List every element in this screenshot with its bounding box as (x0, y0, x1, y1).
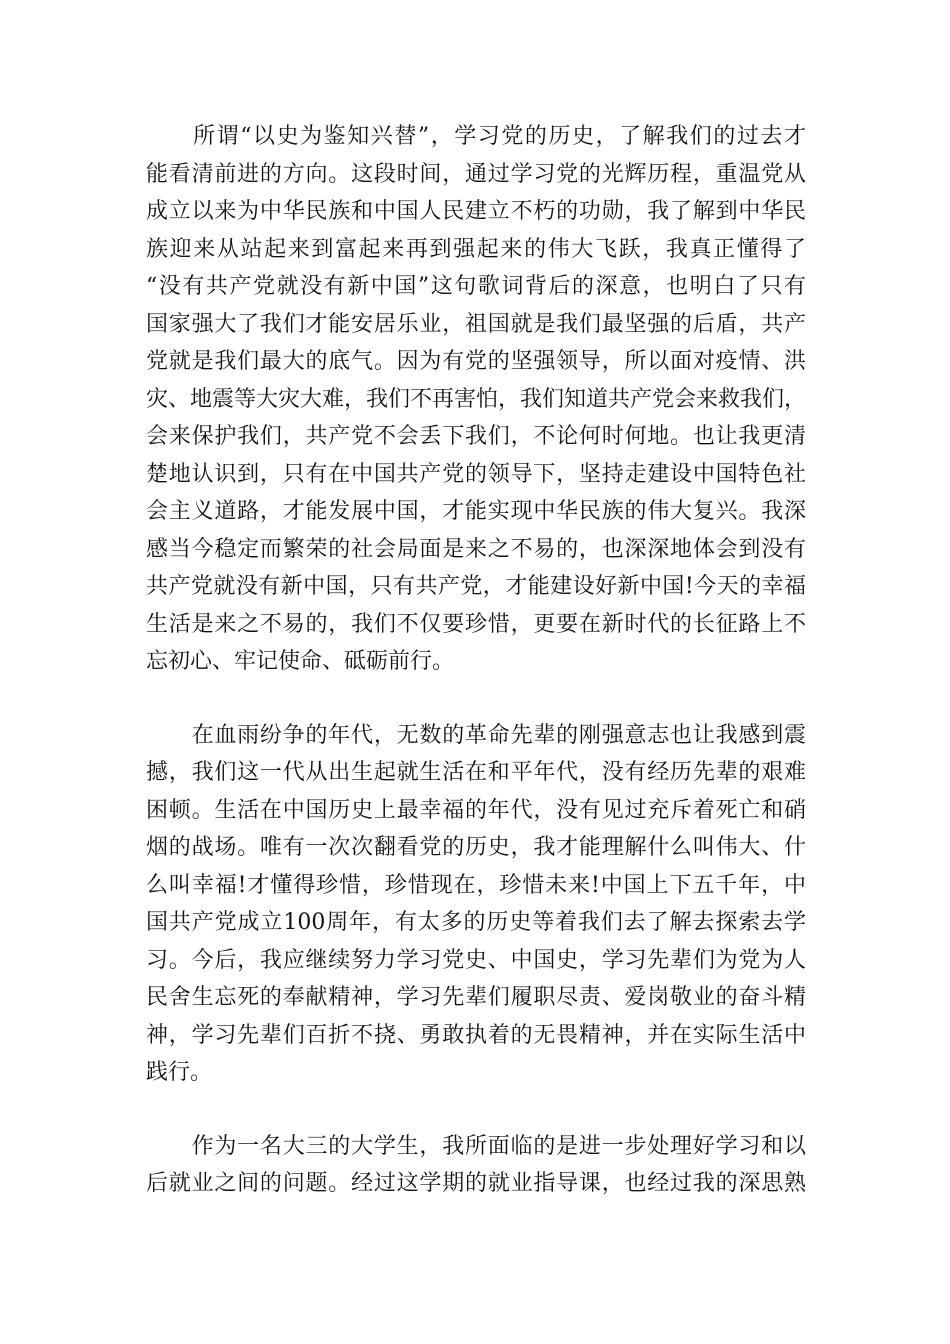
text-line: 国共产党成立100周年，有太多的历史等着我们去了解去探索去学 (146, 910, 806, 935)
text-line: 所谓“以史为鉴知兴替”，学习党的历史，了解我们的过去才 (146, 124, 806, 149)
text-line: 后就业之间的问题。经过这学期的就业指导课，也经过我的深思熟 (146, 1171, 806, 1196)
text-line: 共产党就没有新中国，只有共产党，才能建设好新中国!今天的幸福 (146, 574, 806, 599)
document-body (146, 118, 806, 1203)
text-line: 忘初心、牢记使命、砥砺前行。 (146, 649, 455, 674)
text-line: 能看清前进的方向。这段时间，通过学习党的光辉历程，重温党从 (146, 161, 806, 187)
text-line: 楚地认识到，只有在中国共产党的领导下，坚持走建设中国特色社 (146, 461, 806, 487)
text-line: 国家强大了我们才能安居乐业，祖国就是我们最坚强的后盾，共产 (146, 311, 806, 337)
text-line: 会主义道路，才能发展中国，才能实现中华民族的伟大复兴。我深 (146, 499, 806, 524)
text-line: 灾、地震等大灾大难，我们不再害怕，我们知道共产党会来救我们， (146, 386, 807, 412)
text-line: 成立以来为中华民族和中国人民建立不朽的功勋，我了解到中华民 (146, 199, 806, 224)
paragraph-spacer (146, 1092, 806, 1128)
text-line: 族迎来从站起来到富起来再到强起来的伟大飞跃，我真正懂得了 (146, 236, 806, 262)
text-line: 感当今稳定而繁荣的社会局面是来之不易的，也深深地体会到没有 (146, 536, 806, 562)
text-line: 么叫幸福!才懂得珍惜，珍惜现在，珍惜未来!中国上下五千年，中 (146, 872, 806, 898)
text-line: 民舍生忘死的奉献精神，学习先辈们履职尽责、爱岗敬业的奋斗精 (146, 985, 806, 1010)
text-line: 生活是来之不易的，我们不仅要珍惜，更要在新时代的长征路上不 (146, 611, 806, 637)
text-line: 党就是我们最大的底气。因为有党的坚强领导，所以面对疫情、洪 (146, 349, 806, 374)
text-line: 作为一名大三的大学生，我所面临的是进一步处理好学习和以 (146, 1133, 806, 1159)
text-line: 习。今后，我应继续努力学习党史、中国史，学习先辈们为党为人 (146, 947, 806, 973)
text-line: 会来保护我们，共产党不会丢下我们，不论何时何地。也让我更清 (146, 424, 806, 449)
paragraph-1 (146, 118, 806, 681)
text-line: 撼，我们这一代从出生起就生活在和平年代，没有经历先辈的艰难 (146, 760, 806, 785)
text-line: 践行。 (146, 1060, 213, 1085)
text-line: 烟的战场。唯有一次次翻看党的历史，我才能理解什么叫伟大、什 (146, 835, 806, 860)
paragraph-spacer (146, 681, 806, 717)
paragraph-2 (146, 717, 806, 1092)
text-line: 困顿。生活在中国历史上最幸福的年代，没有见过充斥着死亡和硝 (146, 797, 806, 823)
paragraph-3 (146, 1128, 806, 1203)
text-line: 在血雨纷争的年代，无数的革命先辈的刚强意志也让我感到震 (146, 722, 806, 748)
text-line: “没有共产党就没有新中国”这句歌词背后的深意，也明白了只有 (146, 274, 806, 299)
text-line: 神，学习先辈们百折不挠、勇敢执着的无畏精神，并在实际生活中 (146, 1022, 806, 1048)
